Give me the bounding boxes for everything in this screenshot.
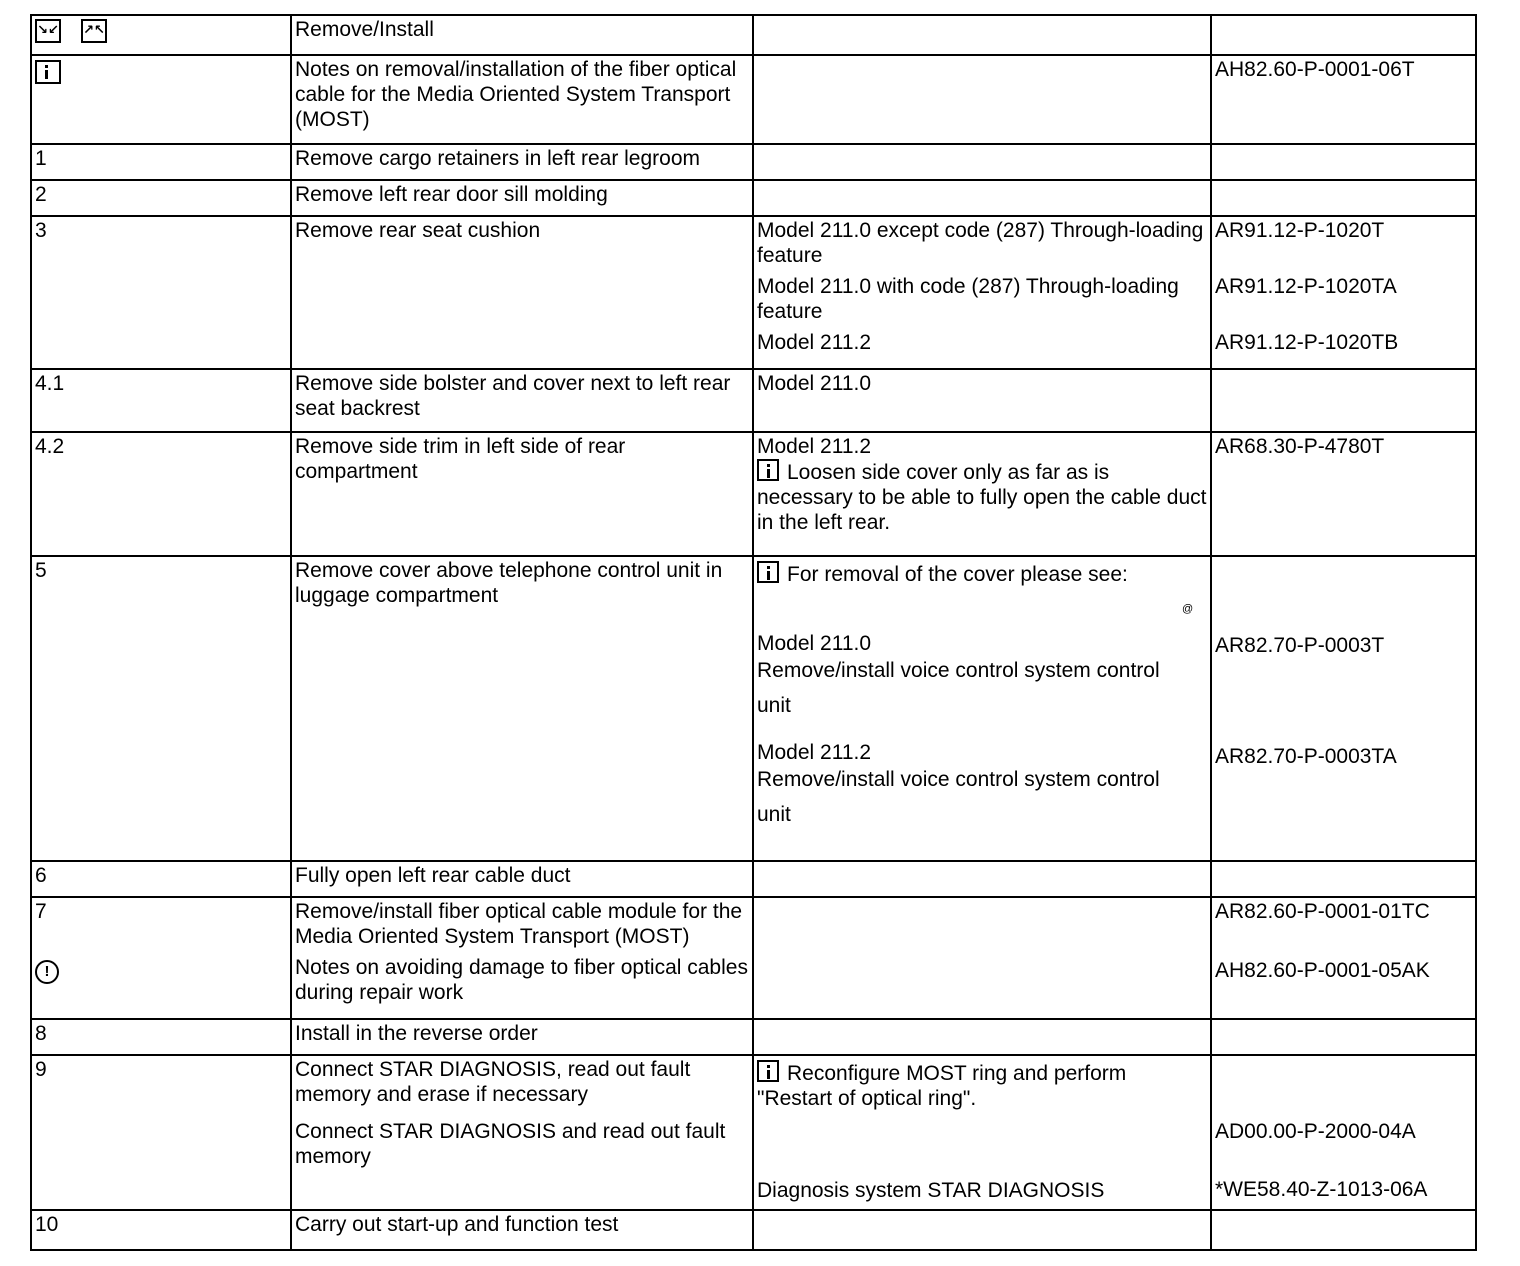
procedure-text: Remove/install voice control system control bbox=[757, 659, 1160, 682]
step-text: Remove side trim in left side of rear compartment bbox=[291, 432, 753, 556]
table-row bbox=[31, 55, 1476, 144]
note-text: Loosen side cover only as far as is necessary to be able to fully open the cable duct in the left rear. bbox=[757, 461, 1207, 534]
tool-text: Diagnosis system STAR DIAGNOSIS bbox=[757, 1179, 1105, 1202]
table-row bbox=[31, 1019, 1476, 1055]
info-icon bbox=[757, 1060, 779, 1082]
link-icon[interactable]: @ bbox=[1182, 603, 1194, 615]
model-text: Model 211.2 bbox=[757, 435, 872, 458]
header-icons-cell bbox=[31, 15, 291, 55]
step-text: Connect STAR DIAGNOSIS and read out fault memory bbox=[295, 1120, 726, 1168]
info-icon bbox=[35, 60, 61, 84]
model-text: Model 211.0 bbox=[753, 369, 1211, 432]
table-row bbox=[31, 897, 1476, 1019]
table-row bbox=[31, 216, 1476, 369]
table-row bbox=[31, 15, 1476, 55]
step-text: Install in the reverse order bbox=[291, 1019, 753, 1055]
notes-ref-link[interactable]: AH82.60-P-0001-06T bbox=[1211, 55, 1476, 144]
step-number: 9 bbox=[31, 1055, 291, 1210]
model-text: Model 211.0 bbox=[757, 632, 872, 655]
step-text: Remove rear seat cushion bbox=[291, 216, 753, 369]
ref-link[interactable]: AR91.12-P-1020TA bbox=[1215, 275, 1397, 298]
warning-icon: ! bbox=[35, 960, 59, 984]
step-number: 1 bbox=[31, 144, 291, 180]
info-icon bbox=[757, 459, 779, 481]
step-text: Remove/install fiber optical cable module for the Media Oriented System Transport (MOST) bbox=[295, 900, 743, 948]
step-number: 4.2 bbox=[31, 432, 291, 556]
ref-link[interactable]: AH82.60-P-0001-05AK bbox=[1215, 959, 1430, 982]
step-text: Connect STAR DIAGNOSIS, read out fault memory and erase if necessary bbox=[295, 1058, 691, 1106]
step-number: 6 bbox=[31, 861, 291, 897]
install-icon: ↗↖ bbox=[81, 19, 107, 43]
ref-link[interactable]: AR91.12-P-1020TB bbox=[1215, 331, 1399, 354]
condition-text: Model 211.0 with code (287) Through-loading feature bbox=[757, 275, 1179, 323]
step-number: 2 bbox=[31, 180, 291, 216]
step-number: 4.1 bbox=[31, 369, 291, 432]
ref-link[interactable]: AD00.00-P-2000-04A bbox=[1215, 1120, 1416, 1143]
notes-text: Notes on removal/installation of the fiber optical cable for the Media Oriented System Transport (MOST) bbox=[291, 55, 753, 144]
step-text: Fully open left rear cable duct bbox=[291, 861, 753, 897]
step-number: 7 bbox=[35, 900, 47, 923]
table-row bbox=[31, 1055, 1476, 1210]
step-text: Remove left rear door sill molding bbox=[291, 180, 753, 216]
table-row bbox=[31, 180, 1476, 216]
step-text: Remove cargo retainers in left rear legroom bbox=[291, 144, 753, 180]
warning-text: Notes on avoiding damage to fiber optical cables during repair work bbox=[295, 956, 748, 1004]
step-text: Carry out start-up and function test bbox=[291, 1210, 753, 1250]
step-number: 5 bbox=[31, 556, 291, 861]
model-text: Model 211.2 bbox=[757, 741, 872, 764]
ref-link[interactable]: AR91.12-P-1020T bbox=[1215, 219, 1385, 242]
step-number: 3 bbox=[31, 216, 291, 369]
table-row bbox=[31, 432, 1476, 556]
condition-text: Model 211.0 except code (287) Through-loading feature bbox=[757, 219, 1204, 267]
table-row bbox=[31, 369, 1476, 432]
ref-link[interactable]: AR82.70-P-0003T bbox=[1215, 634, 1385, 657]
table-row bbox=[31, 1210, 1476, 1250]
remove-icon: ↘↙ bbox=[35, 19, 61, 43]
step-number: 8 bbox=[31, 1019, 291, 1055]
table-row bbox=[31, 556, 1476, 861]
step-text: Remove side bolster and cover next to left rear seat backrest bbox=[291, 369, 753, 432]
note-text: Reconfigure MOST ring and perform "Restart of optical ring". bbox=[757, 1062, 1127, 1110]
ref-link[interactable]: AR82.70-P-0003TA bbox=[1215, 745, 1397, 768]
table-row bbox=[31, 861, 1476, 897]
condition-text: Model 211.2 bbox=[757, 331, 872, 354]
note-text: For removal of the cover please see: bbox=[787, 563, 1128, 586]
step-text: Remove cover above telephone control unit in luggage compartment bbox=[291, 556, 753, 861]
procedure-text: unit bbox=[757, 694, 791, 717]
procedure-text: Remove/install voice control system control bbox=[757, 768, 1160, 791]
ref-link[interactable]: AR82.60-P-0001-01TC bbox=[1215, 900, 1430, 923]
procedure-table bbox=[30, 14, 1477, 1251]
procedure-text: unit bbox=[757, 803, 791, 826]
info-icon bbox=[757, 561, 779, 583]
step-number: 10 bbox=[31, 1210, 291, 1250]
ref-link[interactable]: *WE58.40-Z-1013-06A bbox=[1215, 1178, 1428, 1201]
header-title: Remove/Install bbox=[291, 15, 753, 55]
table-row bbox=[31, 144, 1476, 180]
ref-link[interactable]: AR68.30-P-4780T bbox=[1211, 432, 1476, 556]
